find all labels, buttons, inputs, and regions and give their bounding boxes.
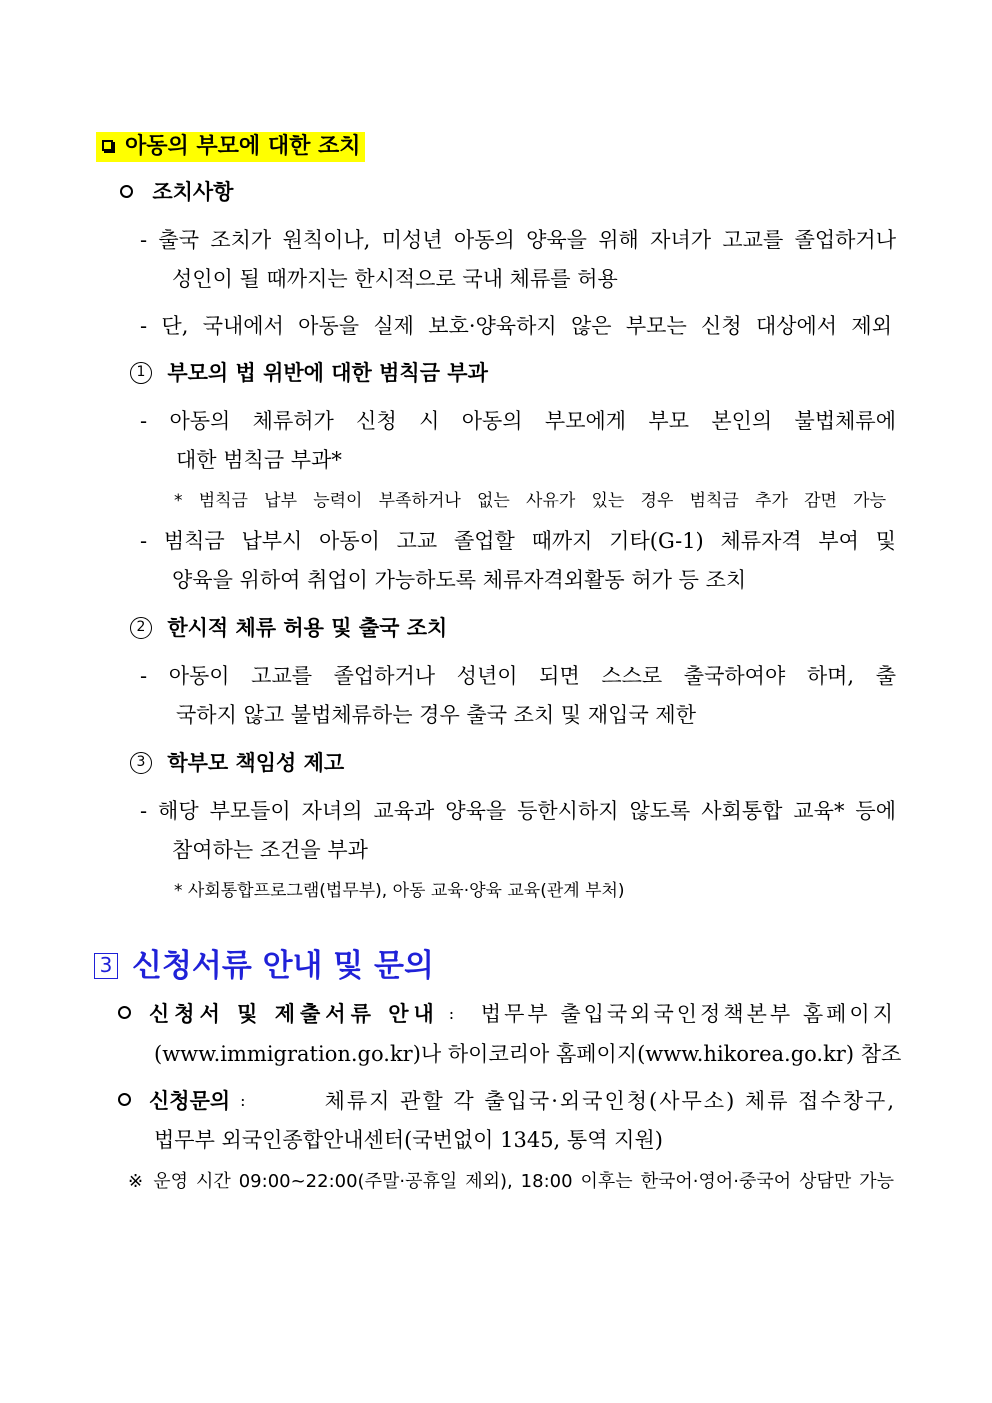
item2-title: 한시적 체류 허용 및 출국 조치 bbox=[167, 615, 448, 640]
item1-note: * 범칙금 납부 능력이 부족하거나 없는 사유가 있는 경우 범칙금 추가 감면 가능 bbox=[174, 491, 886, 511]
item3-note: * 사회통합프로그램(법무부), 아동 교육·양육 교육(관계 부처) bbox=[174, 881, 625, 901]
measures-heading: 조치사항 bbox=[120, 177, 233, 207]
item2-bullet-1-line-1: - 아동이 고교를 졸업하거나 성년이 되면 스스로 출국하여야 하며, 출 bbox=[140, 664, 896, 688]
item1-title: 부모의 법 위반에 대한 범칙금 부과 bbox=[167, 360, 488, 385]
item1-heading bbox=[130, 358, 488, 388]
measures-bullet-2: - 단, 국내에서 아동을 실제 보호·양육하지 않은 부모는 신청 대상에서 제외 bbox=[140, 314, 892, 338]
inquiry-separator: : bbox=[240, 1091, 246, 1110]
measures-bullet-1-line-2: 성인이 될 때까지는 한시적으로 국내 체류를 허용 bbox=[172, 267, 618, 291]
inquiry-text-line-2: 법무부 외국인종합안내센터(국번없이 1345, 통역 지원) bbox=[154, 1128, 663, 1152]
item3-heading bbox=[130, 748, 344, 778]
inquiry-row bbox=[118, 1086, 896, 1116]
docs-text-line-1: 법무부 출입국외국인정책본부 홈페이지 bbox=[480, 1002, 896, 1026]
circled-number-3-icon: 3 bbox=[130, 752, 152, 774]
item3-bullet-1-line-2: 참여하는 조건을 부과 bbox=[172, 838, 368, 862]
section-header-title: 아동의 부모에 대한 조치 bbox=[125, 134, 361, 159]
docs-separator: : bbox=[448, 1004, 455, 1023]
circle-bullet-icon bbox=[118, 1093, 131, 1106]
circle-bullet-icon bbox=[118, 1006, 131, 1019]
circled-number-1-icon: 1 bbox=[130, 362, 152, 384]
section3-heading bbox=[94, 946, 434, 986]
section3-title: 신청서류 안내 및 문의 bbox=[132, 948, 434, 984]
item2-bullet-1-line-2: 국하지 않고 불법체류하는 경우 출국 조치 및 재입국 제한 bbox=[176, 703, 696, 727]
item1-bullet-1-line-2: 대한 범칙금 부과* bbox=[176, 448, 342, 472]
section-header bbox=[96, 132, 365, 162]
inquiry-text-line-1: 체류지 관할 각 출입국·외국인청(사무소) 체류 접수창구, bbox=[324, 1089, 896, 1113]
docs-label: 신청서 및 제출서류 안내 bbox=[149, 1001, 439, 1026]
circled-number-2-icon: 2 bbox=[130, 617, 152, 639]
item3-bullet-1-line-1: - 해당 부모들이 자녀의 교육과 양육을 등한시하지 않도록 사회통합 교육* 등에 bbox=[140, 799, 896, 823]
inquiry-label: 신청문의 bbox=[149, 1088, 231, 1113]
section3-number-box: 3 bbox=[94, 953, 118, 979]
circle-bullet-icon bbox=[120, 185, 133, 198]
checkbox-square-icon bbox=[102, 140, 113, 151]
item1-bullet-2-line-2: 양육을 위하여 취업이 가능하도록 체류자격외활동 허가 등 조치 bbox=[172, 568, 747, 592]
item3-title: 학부모 책임성 제고 bbox=[167, 750, 345, 775]
item2-heading bbox=[130, 613, 447, 643]
item1-bullet-2-line-1: - 범칙금 납부시 아동이 고교 졸업할 때까지 기타(G-1) 체류자격 부여 및 bbox=[140, 529, 896, 553]
measures-bullet-1-line-1: - 출국 조치가 원칙이나, 미성년 아동의 양육을 위해 자녀가 고교를 졸업하거나 bbox=[140, 228, 896, 252]
hours-note: ※ 운영 시간 09:00~22:00(주말·공휴일 제외), 18:00 이후는 한국어·영어·중국어 상담만 가능 bbox=[128, 1171, 894, 1192]
docs-text-line-2: (www.immigration.go.kr)나 하이코리아 홈페이지(www.hikorea.go.kr) 참조 bbox=[154, 1042, 902, 1066]
item1-bullet-1-line-1: - 아동의 체류허가 신청 시 아동의 부모에게 부모 본인의 불법체류에 bbox=[140, 409, 896, 433]
docs-row bbox=[118, 999, 896, 1029]
